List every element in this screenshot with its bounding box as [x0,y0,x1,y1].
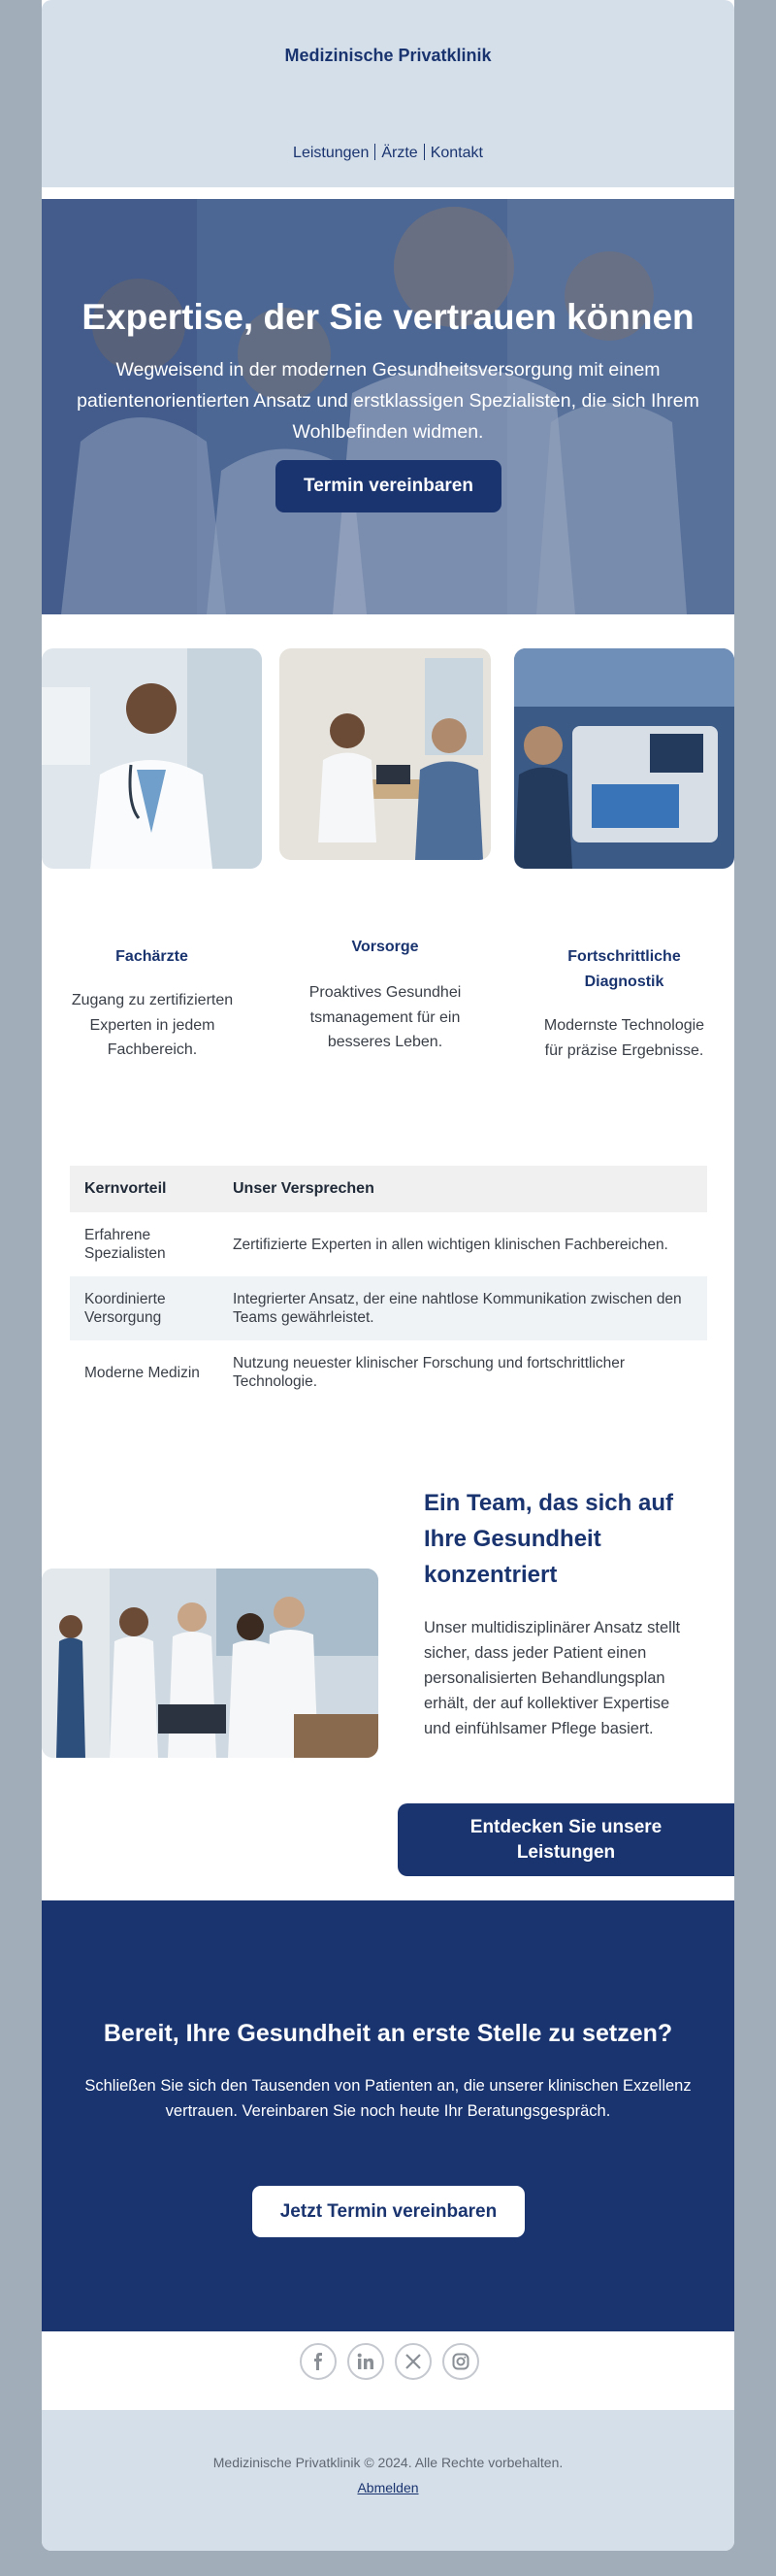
nav-link-aerzte[interactable]: Ärzte [381,145,418,161]
doctor-consultation-image [279,648,491,860]
footer-copyright: Medizinische Privatklinik © 2024. Alle Rechte vorbehalten. [212,2455,564,2470]
feature-text-specialists: Zugang zu zertifizierten Experten in jedem Fachbereich. [71,992,234,1058]
top-nav [42,144,734,162]
feature-text-diagnostics: Modernste Technologie für präzise Ergebnisse. [543,1017,705,1059]
cta-text: Schließen Sie sich den Tausenden von Patienten an, die unserer klinischen Exzellenz vertrauen. Vereinbaren Sie noch heute Ihr Beratungsgespräch. [84,2077,692,2120]
prevention-photo [279,648,491,860]
cta-title: Bereit, Ihre Gesundheit an erste Stelle zu setzen? [103,2020,673,2047]
header [42,0,734,187]
doctor-portrait-image [42,648,262,869]
table-cell-benefit: Koordinierte Versorgung [70,1276,218,1340]
table-cell-promise: Integrierter Ansatz, der eine nahtlose Kommunikation zwischen den Teams gewährleistet. [218,1276,707,1340]
feature-text-prevention: Proaktives Gesundheitsmanagement für ein besseres Leben. [308,984,462,1050]
brand-name: Medizinische Privatklinik [284,46,492,65]
table-cell-benefit: Erfahrene Spezialisten [84,1227,166,1262]
hero-title: Expertise, der Sie vertrauen können [81,297,695,337]
table-row [70,1212,707,1276]
discover-services-label: Entdecken Sie unsere Leistungen [469,1816,663,1863]
book-appointment-button[interactable]: Termin vereinbaren [275,460,501,512]
nav-separator [424,144,425,160]
table-header-row [70,1166,707,1212]
feature-title-prevention: Vorsorge [351,939,419,955]
table-header-promise: Unser Versprechen [218,1166,707,1212]
feature-title-specialists: Fachärzte [115,948,188,965]
medical-team-image [42,1569,378,1758]
team-text: Unser multidisziplinärer Ansatz stellt sicher, dass jeder Patient einen personalisierten Behandlungsplan erhält, der auf kollektiver Expertise und einfühlsamer Pflege basiert. [424,1619,681,1737]
feature-title-diagnostics: Fortschrittliche Diagnostik [567,948,681,990]
specialist-photo [42,648,262,869]
footer [42,2410,734,2551]
facebook-icon[interactable] [300,2343,337,2380]
lab-equipment-image [514,648,734,869]
table-cell-benefit: Moderne Medizin [84,1364,200,1381]
table-cell-promise: Zertifizierte Experten in allen wichtigen klinischen Fachbereichen. [233,1236,668,1253]
book-now-button[interactable]: Jetzt Termin vereinbaren [252,2186,525,2237]
table-row [70,1276,707,1340]
discover-services-button[interactable] [398,1803,734,1876]
team-photo [42,1569,378,1758]
x-icon[interactable] [395,2343,432,2380]
unsubscribe-link[interactable]: Abmelden [357,2480,419,2495]
nav-link-kontakt[interactable]: Kontakt [430,145,483,161]
email-container [42,0,734,2551]
table-cell-promise: Nutzung neuester klinischer Forschung und fortschrittlicher Technologie. [233,1355,626,1390]
nav-separator [374,144,375,160]
table-header-benefit: Kernvorteil [70,1166,218,1212]
cta-section [42,1900,734,2331]
nav-link-leistungen[interactable]: Leistungen [293,145,370,161]
linkedin-icon[interactable] [347,2343,384,2380]
table-row [70,1340,707,1404]
instagram-icon[interactable] [442,2343,479,2380]
hero-banner [42,199,734,614]
diagnostics-photo [514,648,734,869]
hero-subtitle: Wegweisend in der modernen Gesundheitsversorgung mit einem patientenorientierten Ansatz und erstklassigen Spezialisten, die sich Ihrem Wohlbefinden widmen. [77,359,699,443]
team-title: Ein Team, das sich auf Ihre Gesundheit konzentriert [424,1490,673,1588]
benefits-table [70,1166,707,1404]
